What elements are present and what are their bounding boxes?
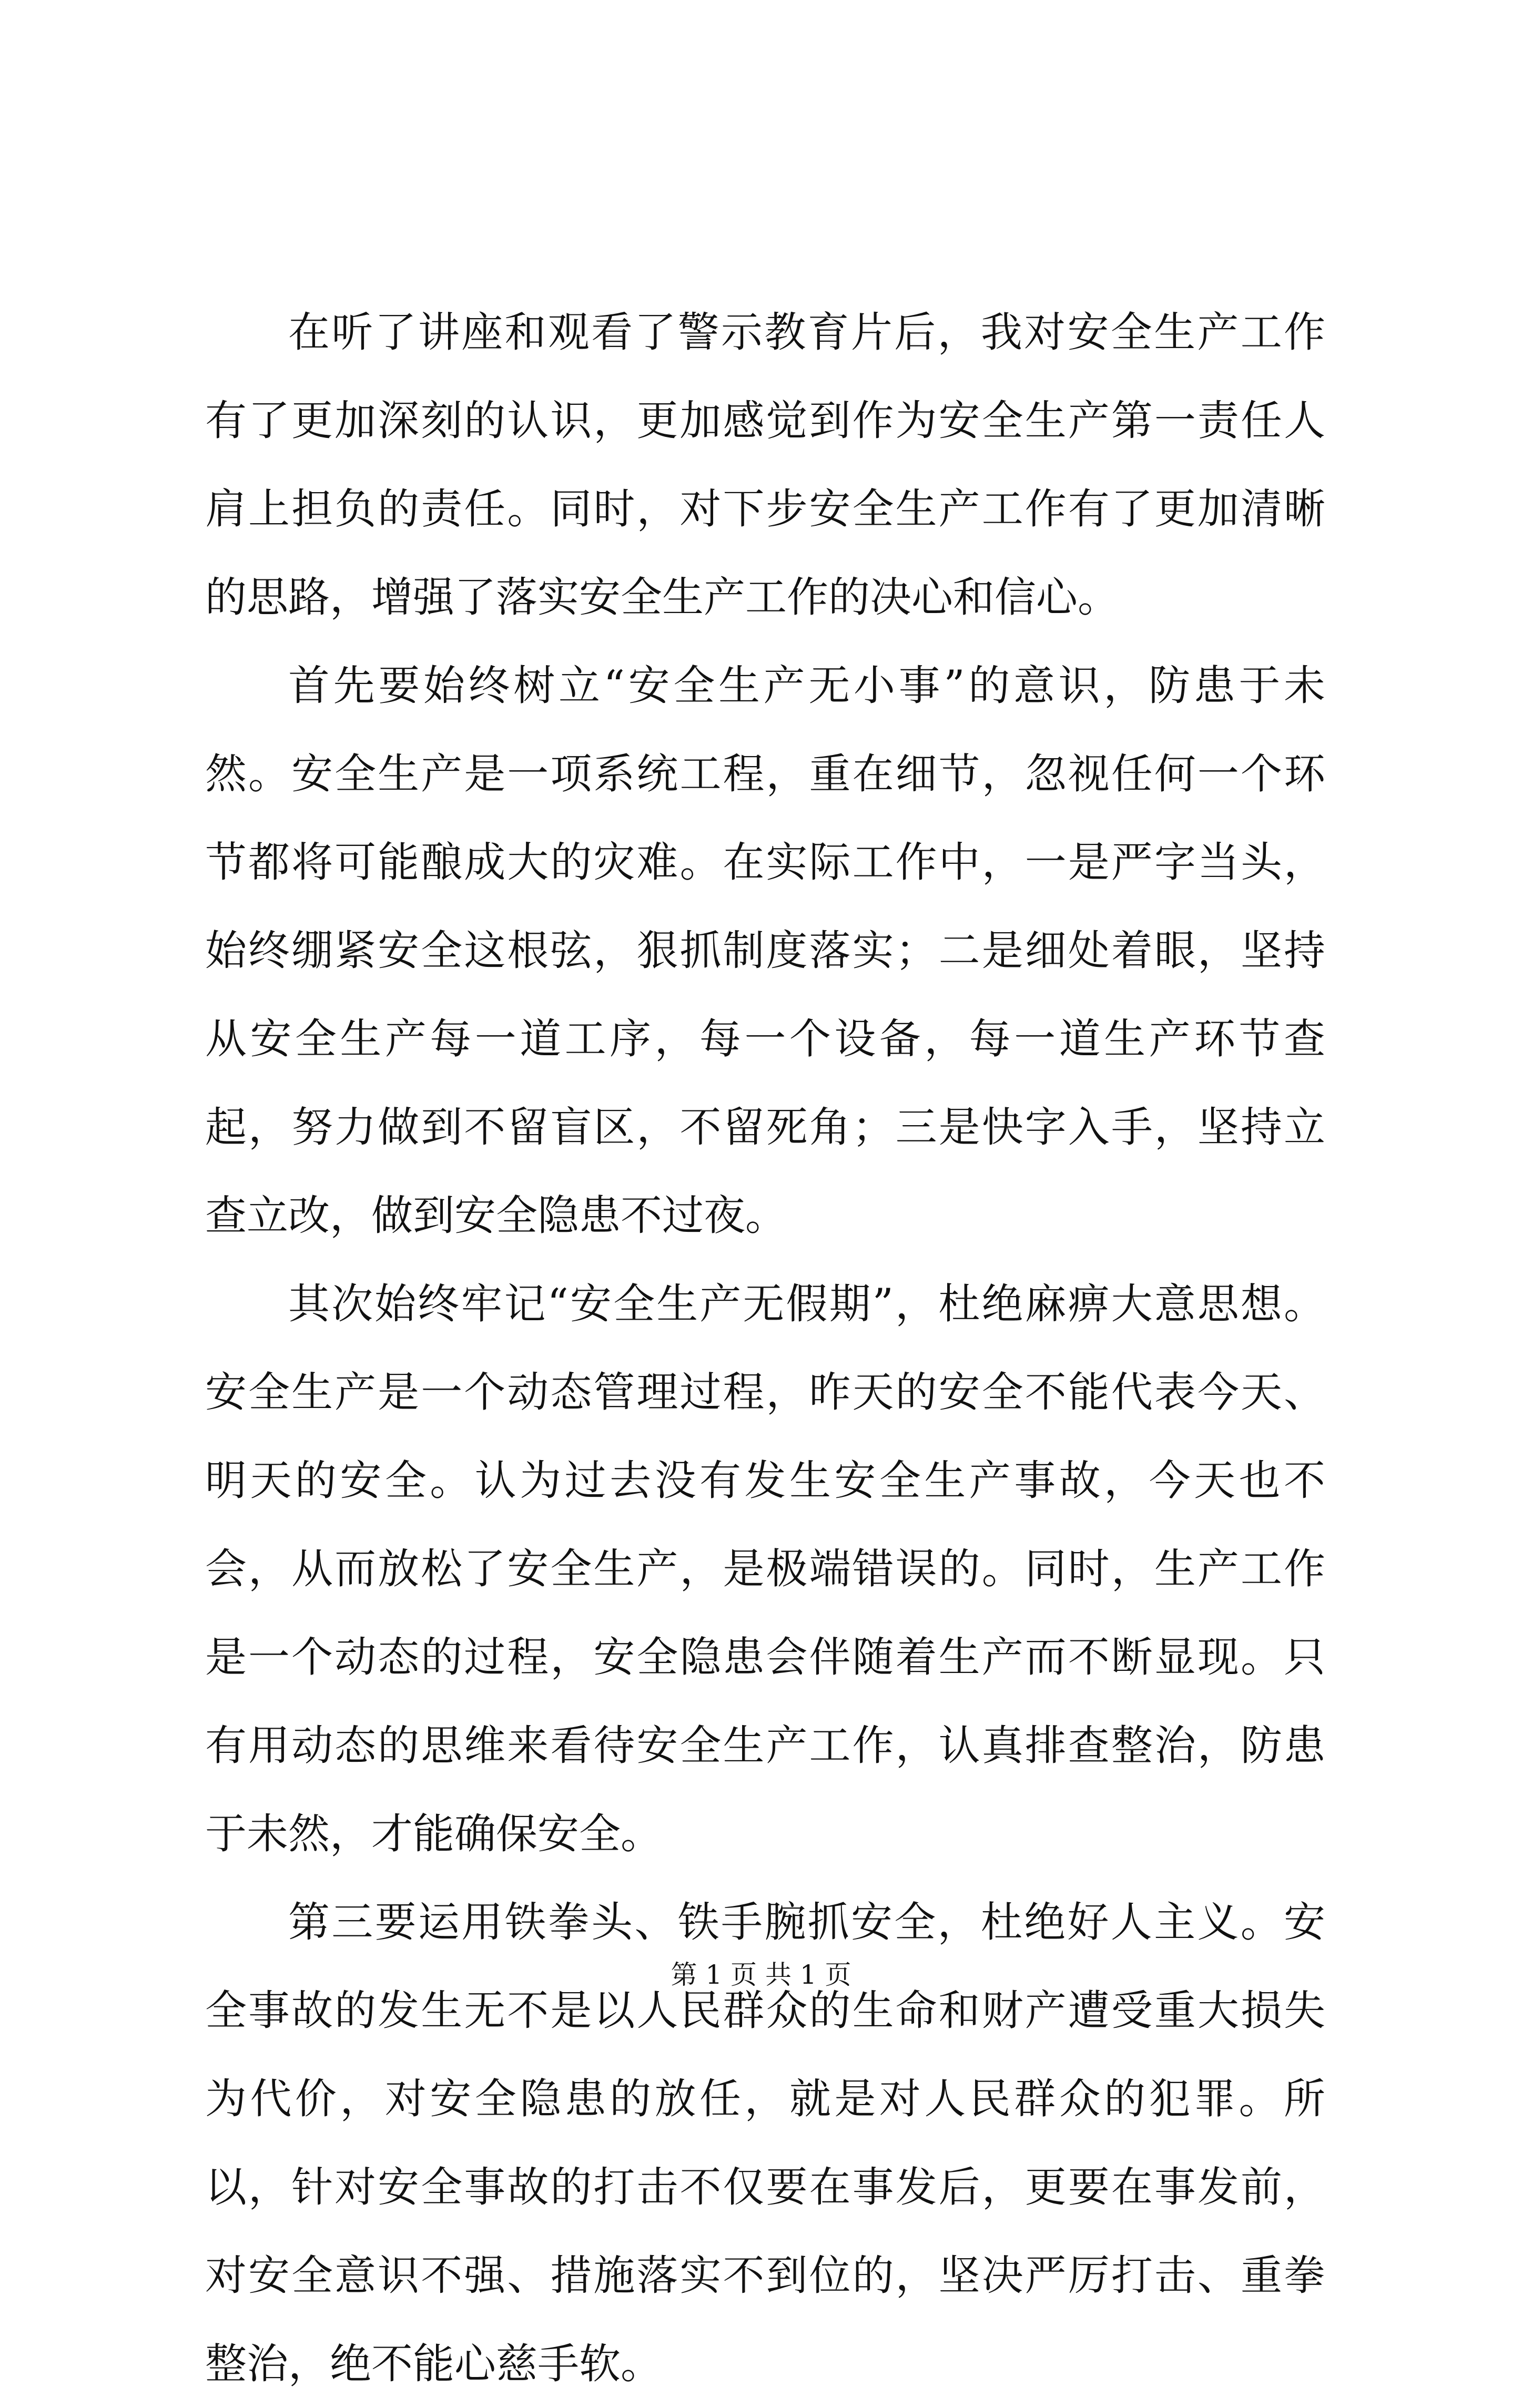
paragraph-third-point: 第三要运用铁拳头、铁手腕抓安全，杜绝好人主义。安全事故的发生无不是以人民群众的生命和财产遭受重大损失为代价，对安全隐患的放任，就是对人民群众的犯罪。所以，针对安全事故的打击不仅要在事发后，更要在事发前，对安全意识不强、措施落实不到位的，坚决严厉打击、重拳整治，绝不能心慈手软。 xyxy=(205,1898,1325,2388)
paragraph-first-point: 首先要始终树立“安全生产无小事”的意识，防患于未然。安全生产是一项系统工程，重在细节，忽视任何一个环节都将可能酿成大的灾难。在实际工作中，一是严字当头，始终绷紧安全这根弦，狠抓制度落实；二是细处着眼，坚持从安全生产每一道工序，每一个设备，每一道生产环节查起，努力做到不留盲区，不留死角；三是快字入手，坚持立查立改，做到安全隐患不过夜。 xyxy=(205,661,1325,1240)
document-body xyxy=(205,288,1325,2408)
paragraph-second-point: 其次始终牢记“安全生产无假期”，杜绝麻痹大意思想。安全生产是一个动态管理过程，昨天的安全不能代表今天、明天的安全。认为过去没有发生安全生产事故，今天也不会，从而放松了安全生产，是极端错误的。同时，生产工作是一个动态的过程，安全隐患会伴随着生产而不断显现。只有用动态的思维来看待安全生产工作，认真排查整治，防患于未然，才能确保安全。 xyxy=(205,1280,1325,1858)
paragraph-intro: 在听了讲座和观看了警示教育片后，我对安全生产工作有了更加深刻的认识，更加感觉到作为安全生产第一责任人肩上担负的责任。同时，对下步安全生产工作有了更加清晰的思路，增强了落实安全生产工作的决心和信心。 xyxy=(205,308,1325,621)
page-number-footer: 第 1 页 共 1 页 xyxy=(671,1960,851,1990)
